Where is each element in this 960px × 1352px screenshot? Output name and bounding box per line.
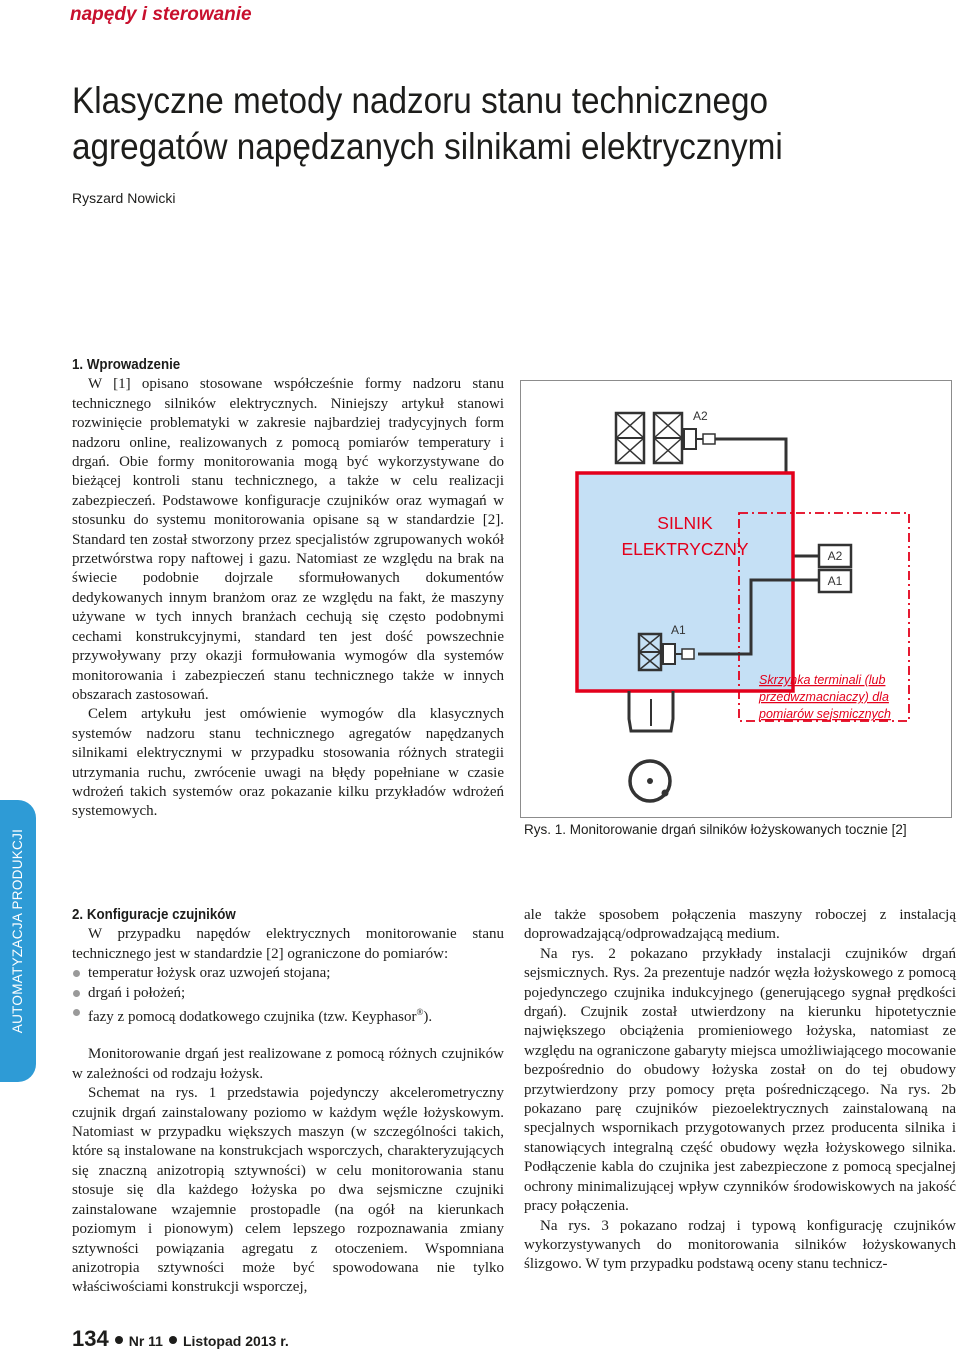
section-sensor-configurations [72,906,504,1298]
paragraph: W przypadku napędów elektrycznych monitorowanie stanu technicznego jest w standardzie [2] ograniczone do pomiarów: [72,926,504,962]
page-footer [72,1326,289,1352]
measurement-list [72,964,504,1027]
terminal-a1-label: A1 [827,574,843,588]
category-label: AUTOMATYZACJA PRODUKCJI [10,828,25,1034]
figure-caption: Rys. 1. Monitorowanie drgań silników łożyskowanych tocznie [2] [524,822,907,837]
sensor-a1-body [663,644,675,664]
shaft-coupling [629,691,673,731]
title-line-2: agregatów napędzanych silnikami elektrycznymi [72,126,783,167]
paragraph: ale także sposobem połączenia maszyny roboczej z instalacją doprowadzającą/odprowadzającą medium. [524,907,956,943]
bullet-separator [169,1336,177,1344]
terminal-note-line2: przedwzmacniaczy) dla [759,690,889,704]
paragraph: W [1] opisano stosowane współcześnie formy nadzoru stanu technicznego silników elektrycznych. Niniejszy artykuł stanowi rozwinięcie problematyki w zakresie najbardziej tradycyjnych form nadzoru online, realizowanych z pomocą pomiarów temperatury i drgań. Obie formy monitorowania mogą być wykorzystywane do bieżącej kontroli stanu technicznego, a także w celu realizacji zabezpieczeń. Podstawowe konfiguracje czujników oraz wymagań w stosunku do systemu monitorowania opisane są w standardzie [2]. Standard ten został stworzony przez specjalistów zgrupowanych wokół przetwórstwa ropy naftowej i gazu. Natomiast ze względu na brak na świecie podobnie dojrzale sformułowanych dokumentów dedykowanych innym branżom oraz ze względu na fakt, że maszyny używane w tych innych branżach cechują się często podobnymi cechami konstrukcyjnymi, standard ten jest dość powszechnie przywoływany przy okazji formułowania wymogów dla systemów monitorowania i zabezpieczeń stanu technicznego także w innych obszarach zastosowań. [72,376,504,703]
terminal-a2-label: A2 [827,549,843,563]
author: Ryszard Nowicki [72,190,176,206]
section-heading: 1. Wprowadzenie [72,357,181,373]
figure-1 [520,380,952,818]
terminal-note-line1: Skrzynka terminali (lub [759,673,886,687]
bullet-separator [115,1336,123,1344]
right-column-text [524,906,956,1275]
list-item: temperatur łożysk oraz uzwojeń stojana; [72,964,504,983]
title-line-1: Klasyczne metody nadzoru stanu technicznego [72,80,769,121]
section-heading: 2. Konfiguracje czujników [72,907,236,923]
sensor-a1-label: A1 [671,623,686,637]
vibration-monitoring-diagram [521,381,951,817]
bearing-upper [616,413,682,463]
sensor-a2-body [684,429,696,449]
paragraph: Monitorowanie drgań jest realizowane z pomocą różnych czujników w zależności od rodzaju łożysk. [72,1046,504,1082]
sensor-a2-label: A2 [693,409,708,423]
issue-date: Listopad 2013 r. [182,1333,289,1349]
issue-number: Nr 11 [128,1333,163,1349]
paragraph: Celem artykułu jest omówienie wymogów dla klasycznych systemów nadzoru stanu technicznego agregatów napędzanych silnikami elektrycznymi w przypadku stosowania różnych strategii utrzymania ruchu, zwrócenie uwagi na błędy popełniane w czasie wdrożeń takich systemów oraz pokazanie kilku przykładów wdrożeń systemowych. [72,706,504,820]
list-item: drgań i położeń; [72,984,504,1003]
paragraph: Na rys. 3 pokazano rodzaj i typową konfigurację czujników wykorzystywanych do monitorowania silników łożyskowanych ślizgowo. W tym przypadku podstawą oceny stanu technicz- [524,1217,956,1273]
paragraph: Schemat na rys. 1 przedstawia pojedynczy akcelerometryczny czujnik drgań zainstalowany poziomo w każdym węźle łożyskowym. Natomiast w przypadku większych maszyn (w szczególności takich, które są instalowane na konstrukcjach wsporczych, charakteryzujących się znaczną anizotropią sztywności) w celu monitorowania stanu stosuje się dla każdego łożyska po dwa sejsmiczne czujniki zainstalowane wzajemnie prostopadle (na ogół na kierunkach poziomym i pionowym) celem lepszego rozpoznawania zmiany sztywności powiązania agregatu z otoczeniem. Wspomniana anizotropia sztywności może być spowodowana nie tylko właściwościami konstrukcji wsporczej, [72,1085,504,1296]
section-tag: napędy i sterowanie [70,4,252,25]
section-introduction [72,356,504,822]
list-item: fazy z pomocą dodatkowego czujnika (tzw. Keyphasor®). [72,1003,504,1027]
article-title [72,78,846,170]
motor-label-line1: SILNIK [657,513,713,533]
terminal-note-line3: pomiarów sejsmicznych [759,707,891,721]
motor-label-line2: ELEKTRYCZNY [621,539,749,559]
paragraph: Na rys. 2 pokazano przykłady instalacji czujników drgań sejsmicznych. Rys. 2a prezentuje nadzór węzła łożyskowego z pomocą pojedynczego czujnika indukcyjnego (generującego sygnał prędkości drgań). Czujnik został utwierdzony na kierunku hipotetycznie największego obciążenia promieniowego łożyska, natomiast ze względu na ograniczone gabaryty miejsca umożliwiającego mocowanie bezpośrednio do obudowy łożyska został on do tej obudowy przytwierdzony przy pomocy pręta pośredniczącego. Na rys. 2b pokazano parę czujników piezoelektrycznych zainstalowaną na specjalnych wspornikach przygotowanych przez producenta silnika i stanowiących integralną część obudowy węzła łożyskowego silnika. Podłączenie kabla do czujnika jest zabezpieczone z pomocą specjalnej ochrony minimalizującej wpływ czynników środowiskowych na jakość pracy połączenia. [524,945,956,1215]
page-number: 134 [72,1326,109,1351]
